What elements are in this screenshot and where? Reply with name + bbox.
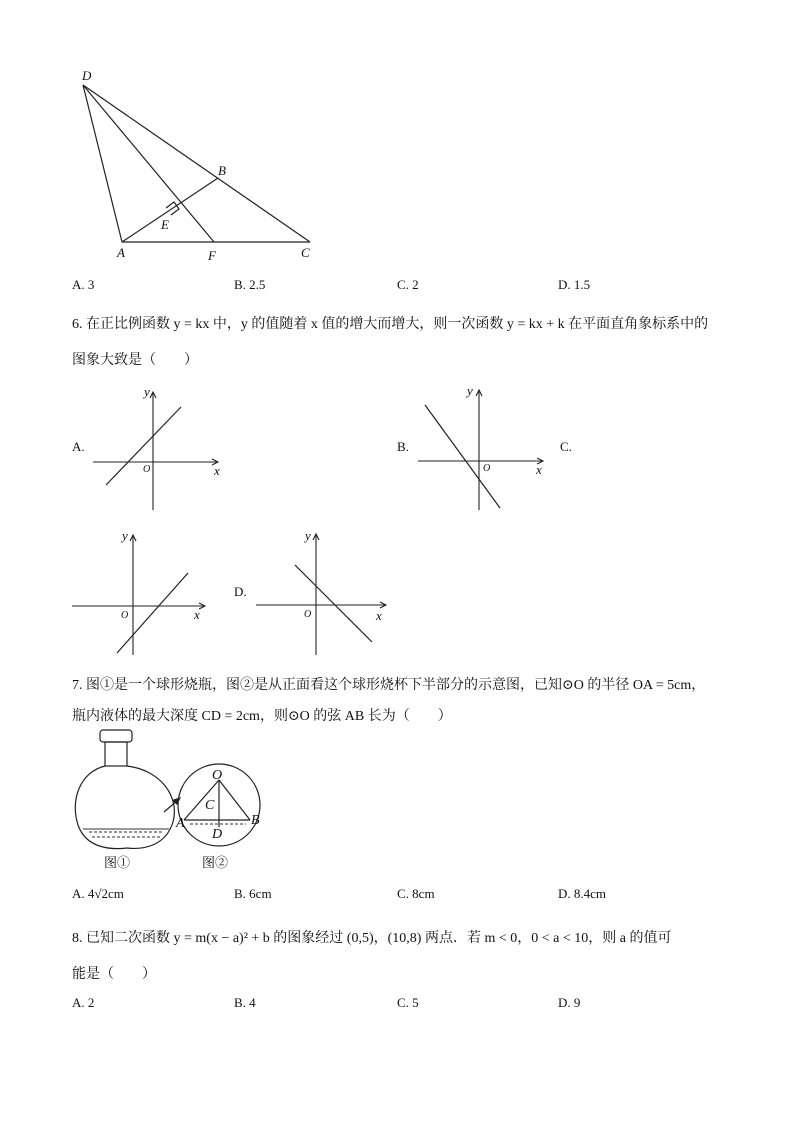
graph-d-origin: O [304,609,312,620]
label-c: C [205,798,215,813]
q7-stem-line2: 瓶内液体的最大深度 CD = 2cm，则⊙O 的弦 AB 长为（ ） [72,709,452,724]
label-d: D [82,68,92,83]
q8-stem-line1: 8. 已知二次函数 y = m(x − a)² + b 的图象经过 (0,5)，(10,8) 两点．若 m < 0，0 < a < 10，则 a 的值可 [72,931,672,946]
option-a[interactable]: A. 3 [72,277,95,292]
graph-a-label[interactable]: A. [72,439,85,454]
label-a: A [176,816,185,831]
graph-b-y-label: y [467,383,473,398]
graph-b-x-label: x [536,462,542,477]
option-a[interactable]: A. 4√2cm [72,886,124,901]
graph-c-origin: O [121,610,129,621]
graph-d-label[interactable]: D. [234,584,247,599]
graph-b-label[interactable]: B. [397,439,409,454]
graph-c-label[interactable]: C. [560,439,572,454]
fig2-caption: 图② [202,855,229,870]
label-d: D [212,827,223,842]
label-b: B [218,163,226,178]
option-b[interactable]: B. 2.5 [234,277,266,292]
option-c[interactable]: C. 2 [397,277,419,292]
graph-d-x-label: x [376,608,382,623]
option-b[interactable]: B. 6cm [234,886,272,901]
option-c[interactable]: C. 8cm [397,886,435,901]
graph-b-origin: O [483,463,491,474]
option-d[interactable]: D. 8.4cm [558,886,607,901]
graph-a-y-label: y [144,384,150,399]
q6-stem-line2: 图象大致是（ ） [72,353,198,368]
label-c: C [301,245,310,260]
q7-stem-line1: 7. 图①是一个球形烧瓶，图②是从正面看这个球形烧杯下半部分的示意图，已知⊙O 的半径 OA = 5cm， [72,678,706,693]
q8-stem-line2: 能是（ ） [72,967,156,982]
graph-d-y-label: y [305,528,311,543]
option-d[interactable]: D. 9 [558,995,581,1010]
option-b[interactable]: B. 4 [234,995,256,1010]
q6-stem-line1: 6. 在正比例函数 y = kx 中，y 的值随着 x 值的增大而增大，则一次函数 y = kx + k 在平面直角象标系中的 [72,317,709,332]
graph-c-y-label: y [122,528,128,543]
label-a: A [117,245,125,260]
option-a[interactable]: A. 2 [72,995,95,1010]
graph-a-origin: O [143,464,151,475]
option-d[interactable]: D. 1.5 [558,277,591,292]
option-c[interactable]: C. 5 [397,995,419,1010]
label-b: B [251,813,260,828]
label-e: E [161,217,169,232]
graph-a-x-label: x [214,463,220,478]
label-o: O [212,768,223,783]
fig1-caption: 图① [104,855,131,870]
graph-c-x-label: x [194,607,200,622]
label-f: F [208,248,216,263]
